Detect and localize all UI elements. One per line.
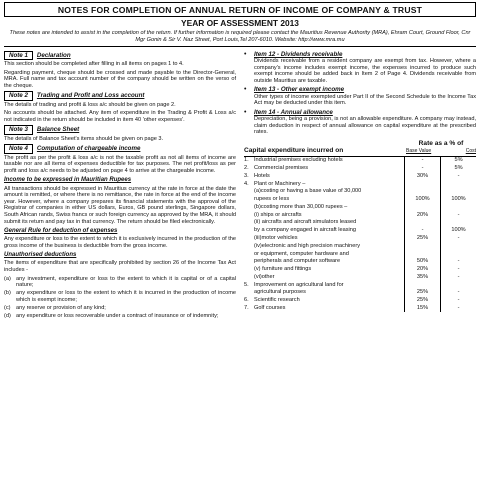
table-row <box>244 266 476 274</box>
cost-rate <box>441 250 477 258</box>
two-column-body <box>4 46 476 322</box>
table-row <box>244 250 476 258</box>
row-number: 1. <box>244 157 249 164</box>
list-text: any investment, expenditure or loss to the extent to which it is capital or of a capital nature; <box>16 275 236 289</box>
cost-rate: 5% <box>441 164 477 172</box>
document-title: NOTES FOR COMPLETION OF ANNUAL RETURN OF INCOME OF COMPANY & TRUST <box>4 2 476 17</box>
paragraph: The details of trading and profit & loss a/c should be given on page 2. <box>4 101 176 108</box>
table-row <box>244 273 476 281</box>
cost-header: Cost <box>465 147 476 154</box>
bullet-icon: • <box>244 108 247 116</box>
document-page <box>4 2 476 478</box>
subheading: Unauthorised deductions <box>4 252 77 259</box>
row-label: Industrial premises excluding hotels <box>254 157 343 164</box>
base-value-rate <box>405 188 441 196</box>
base-value-rate <box>405 219 441 227</box>
cost-rate <box>441 281 477 289</box>
rate-column-header <box>406 140 476 155</box>
cost-rate: - <box>441 234 477 242</box>
cost-rate <box>441 180 477 188</box>
table-row <box>244 172 476 180</box>
cost-rate <box>441 242 477 250</box>
table-row <box>244 242 476 250</box>
assessment-year: YEAR OF ASSESSMENT 2013 <box>181 18 299 29</box>
list-key: (a) <box>4 275 11 282</box>
paragraph: Depreciation, being a provision, is not an allowable expenditure. A company may instead, claim deduction in respect of annual allowance on capital expenditure at the prescribed rates. <box>254 116 476 136</box>
row-number <box>244 203 254 211</box>
base-value-rate: 20% <box>405 211 441 219</box>
cost-rate: - <box>441 266 477 274</box>
note-label: Note 2 <box>4 91 33 100</box>
cost-rate: 100% <box>441 227 477 235</box>
base-value-rate <box>405 250 441 258</box>
list-item <box>4 305 236 312</box>
table-row <box>244 196 476 204</box>
base-value-rate: 15% <box>405 304 441 312</box>
list-text: any expenditure or loss recoverable under a contract of insurance or of indemnity; <box>16 313 219 320</box>
paragraph: Any expenditure or loss to the extent to which it is exclusively incurred in the production of the gross income of the business is deductible from the gross income. <box>4 236 236 249</box>
row-number <box>244 227 254 235</box>
note-1-header <box>4 51 236 60</box>
base-value-rate: 25% <box>405 297 441 305</box>
cost-rate: - <box>441 289 477 297</box>
note-title: Trading and Profit and Loss account <box>36 92 145 100</box>
row-label: Commercial premises <box>254 164 309 171</box>
row-label: Plant or Machinery – <box>254 180 306 187</box>
base-value-rate: 30% <box>405 172 441 180</box>
note-label: Note 3 <box>4 125 33 134</box>
note-label: Note 4 <box>4 144 33 153</box>
note-title: Balance Sheet <box>36 126 80 134</box>
row-number <box>244 289 254 297</box>
base-value-rate <box>405 180 441 188</box>
paragraph: The details of Balance Sheet's items should be given on page 3. <box>4 135 164 142</box>
paragraph: Other types of income exempted under Part II of the Second Schedule to the Income Tax Act may be deducted under this item. <box>254 93 476 107</box>
row-number <box>244 219 254 227</box>
base-value-rate: - <box>405 227 441 235</box>
table-row <box>244 180 476 188</box>
rates-header <box>244 140 476 155</box>
row-number <box>244 266 254 274</box>
list-item <box>4 276 236 289</box>
list-text: any reserve or provision of any kind; <box>16 305 106 311</box>
note-3-header <box>4 125 236 134</box>
paragraph: All transactions should be expressed in Mauritius currency at the rate in force at the date the amount is remitted, or where there is no remittance, the rate in force at the end of the income year. However, where a company prepares its financial statements with the approval of the Registrar of companies in either US dollars, Euros, GB pound sterlings, Singapore dollars, South African rands, Swiss francs or such foreign currency as approved by the MRA, it should submit its return and pay tax in that currency. The return should be filed electronically. <box>4 185 236 225</box>
note-title: Computation of chargeable income <box>36 145 141 153</box>
row-label: or equipment, computer hardware and <box>254 250 349 257</box>
row-number <box>244 188 254 196</box>
table-row <box>244 164 476 172</box>
row-number <box>244 196 254 204</box>
paragraph: No accounts should be attached. Any item of expenditure in the Trading & Profit & Loss a/c not indicated in the return should be included in item 40 'other expenses'. <box>4 110 236 123</box>
item-12 <box>244 51 476 58</box>
bullet-icon: • <box>244 86 247 94</box>
row-label: Hotels <box>254 172 270 179</box>
row-number <box>244 242 254 250</box>
subheading: Income to be expressed in Mauritian Rupees <box>4 177 132 184</box>
base-value-rate: 35% <box>405 273 441 281</box>
table-row <box>244 289 476 297</box>
table-row <box>244 203 476 211</box>
base-value-rate <box>405 203 441 211</box>
table-row <box>244 234 476 242</box>
row-number: 5. <box>244 281 249 288</box>
base-value-rate: 50% <box>405 258 441 266</box>
row-number <box>244 273 254 281</box>
cost-rate: - <box>441 258 477 266</box>
row-number <box>244 258 254 266</box>
base-value-rate: 25% <box>405 234 441 242</box>
table-row <box>244 227 476 235</box>
table-row <box>244 156 476 164</box>
row-label: by a company engaged in aircraft leasing <box>254 227 356 234</box>
intro-text: These notes are intended to assist in the completion of the return. If further information is required please contact the Mauritius Revenue Authority (MRA), Ehram Court, Ground Floor, Cnr Mgr Gonin & Sir V. Naz Street, Port Louis,Tel 207-6010. Website: http://www.mra.mu <box>9 30 471 43</box>
row-label: Scientific research <box>254 297 300 304</box>
note-4-header <box>4 144 236 153</box>
note-2-header <box>4 91 236 100</box>
base-value-rate: 100% <box>405 196 441 204</box>
paragraph: Regarding payment, cheque should be crossed and made payable to the Director-General, MRA. Full name and tax account number of the company should be written on the verso of the cheque. <box>4 69 236 89</box>
cost-rate: - <box>441 211 477 219</box>
row-number <box>244 234 254 242</box>
item-title: Item 12 - Dividends receivable <box>254 50 343 58</box>
left-column <box>4 49 236 322</box>
row-number <box>244 211 254 219</box>
table-row <box>244 219 476 227</box>
table-row <box>244 304 476 312</box>
base-value-rate: - <box>405 164 441 172</box>
subheading: General Rule for deduction of expenses <box>4 228 118 235</box>
paragraph: The profit as per the profit & loss a/c is not the taxable profit as not all items of income are taxable nor are all items of expenses deductible for tax purposes. The net profit/loss as per profit and loss a/c needs to be adjusted on page 4 to arrive at the chargeable income. <box>4 154 236 174</box>
row-label: peripherals and computer software <box>254 258 341 265</box>
row-number: 7. <box>244 305 249 312</box>
base-value-rate: 20% <box>405 266 441 274</box>
table-row <box>244 297 476 305</box>
row-number: 4. <box>244 180 249 187</box>
rates-heading: Capital expenditure incurred on <box>244 146 344 154</box>
row-label: (i) ships or aircrafts <box>254 211 302 218</box>
table-row <box>244 211 476 219</box>
rate-heading: Rate as a % of <box>418 139 464 147</box>
row-label: (vi)other <box>254 273 275 280</box>
item-title: Item 14 - Annual allowance <box>254 108 333 116</box>
base-value-rate <box>405 281 441 289</box>
row-label: (iii)motor vehicles <box>254 235 298 242</box>
row-label: Improvement on agricultural land for <box>254 281 344 288</box>
table-row <box>244 281 476 289</box>
list-item <box>4 313 236 320</box>
cost-rate <box>441 219 477 227</box>
row-label: (a)costing or having a base value of 30,000 <box>254 188 362 195</box>
list-key: (b) <box>4 290 11 297</box>
cost-rate: - <box>441 273 477 281</box>
row-number: 2. <box>244 164 249 171</box>
row-label: agricultural purposes <box>254 289 306 296</box>
note-title: Declaration <box>36 51 71 59</box>
row-label: (iv)electronic and high precision machinery <box>254 242 361 249</box>
cost-rate: 100% <box>441 196 477 204</box>
table-row <box>244 258 476 266</box>
table-row <box>244 188 476 196</box>
base-value-header: Base Value <box>406 147 432 154</box>
rates-table-body <box>244 156 476 312</box>
base-value-rate <box>405 242 441 250</box>
paragraph: The items of expenditure that are specifically prohibited by section 26 of the Income Tax Act includes - <box>4 260 236 274</box>
item-title: Item 13 - Other exempt income <box>254 86 345 94</box>
row-label: (v) furniture and fittings <box>254 266 312 273</box>
cost-rate: - <box>441 297 477 305</box>
cost-rate: - <box>441 172 477 180</box>
cost-rate: - <box>441 304 477 312</box>
note-label: Note 1 <box>4 51 33 60</box>
bullet-icon: • <box>244 50 247 58</box>
cost-rate: 5% <box>441 156 477 164</box>
list-key: (c) <box>4 305 11 311</box>
right-column <box>244 49 476 322</box>
base-value-rate: - <box>405 156 441 164</box>
rate-subheaders <box>406 149 476 155</box>
row-number: 3. <box>244 172 249 179</box>
row-label: (ii) aircrafts and aircraft simulators leased <box>254 219 357 226</box>
list-key: (d) <box>4 313 11 320</box>
list-text: any expenditure or loss to the extent to which it is incurred in the production of income which is exempt income; <box>16 290 236 303</box>
item-13 <box>244 86 476 93</box>
row-number <box>244 250 254 258</box>
paragraph: This section should be completed after filling in all items on pages 1 to 4. <box>4 60 184 67</box>
rates-table <box>244 156 476 313</box>
item-14 <box>244 109 476 116</box>
cost-rate <box>441 188 477 196</box>
row-label: (b)costing more than 30,000 rupees – <box>254 203 348 210</box>
row-label: Golf courses <box>254 305 286 312</box>
row-number: 6. <box>244 297 249 304</box>
paragraph: Dividends receivable from a resident company are exempt from tax. However, where a company's income includes exempt income, the expenses incurred to produce such exempt income should be added back in Item 2 of Page 4. Dividends receivable from outside Mauritius are taxable. <box>254 57 476 84</box>
base-value-rate: 25% <box>405 289 441 297</box>
list-item <box>4 290 236 303</box>
cost-rate <box>441 203 477 211</box>
row-label: rupees or less <box>254 196 290 203</box>
